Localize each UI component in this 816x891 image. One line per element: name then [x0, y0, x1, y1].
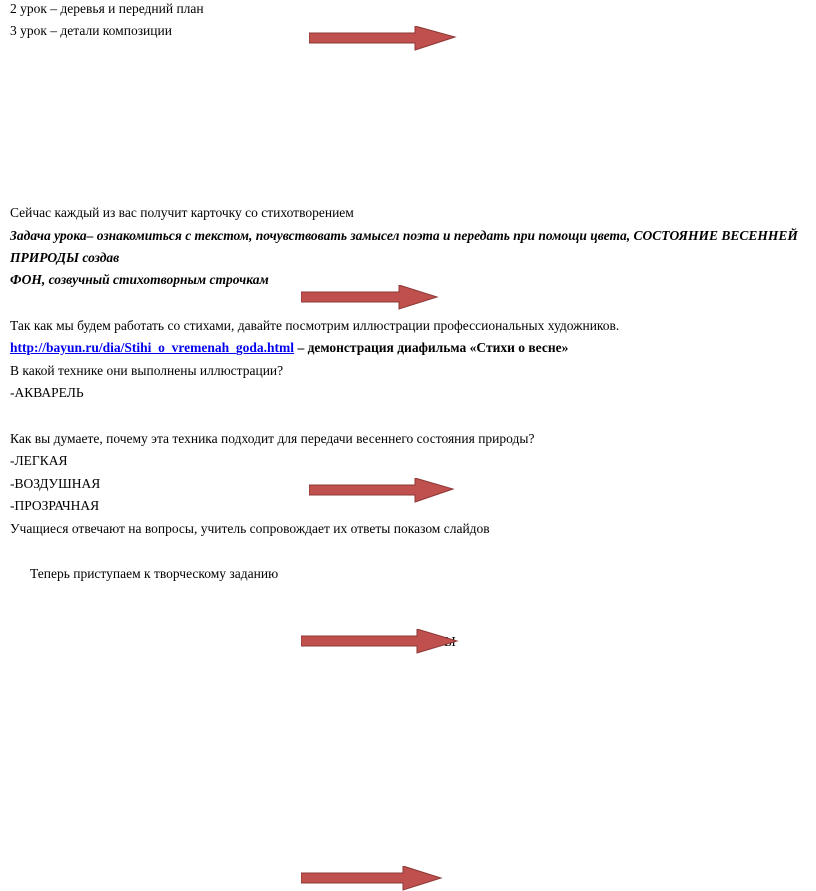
link-line — [10, 340, 568, 356]
lesson-task-line-3: ФОН, созвучный стихотворным строчкам — [10, 272, 269, 287]
right-arrow-icon — [301, 285, 439, 311]
why-question: Как вы думаете, почему эта техника подходит для передачи весеннего состояния природы? — [10, 431, 535, 446]
right-arrow-icon — [309, 26, 457, 52]
creative-task-line: Теперь приступаем к творческому заданию — [30, 566, 279, 581]
illustrations-line: Так как мы будем работать со стихами, давайте посмотрим иллюстрации профессиональных художников. — [10, 318, 620, 333]
answer-airy: -ВОЗДУШНАЯ — [10, 476, 101, 491]
answer-transparent: -ПРОЗРАЧНАЯ — [10, 498, 100, 513]
technique-question: В какой технике они выполнены иллюстрации? — [10, 363, 284, 378]
lesson-3-line: 3 урок – детали композиции — [10, 23, 172, 38]
answer-light: -ЛЕГКАЯ — [10, 453, 68, 468]
lesson-2-line: 2 урок – деревья и передний план — [10, 1, 204, 16]
link-note: – демонстрация диафильма «Стихи о весне» — [294, 340, 569, 355]
answer-watercolor: -АКВАРЕЛЬ — [10, 385, 84, 400]
right-arrow-icon — [301, 866, 443, 891]
lesson-task-line-1: Задача урока– ознакомиться с текстом, почувствовать замысел поэта и передать при помощи цвета, СОСТОЯНИЕ ВЕСЕННЕЙ — [10, 228, 798, 243]
card-line: Сейчас каждый из вас получит карточку со стихотворением — [10, 205, 354, 220]
right-arrow-icon — [301, 629, 459, 655]
students-line: Учащиеся отвечают на вопросы, учитель сопровождает их ответы показом слайдов — [10, 521, 490, 536]
lesson-task-line-2: ПРИРОДЫ создав — [10, 250, 120, 265]
filmstrip-link[interactable]: http://bayun.ru/dia/Stihi_o_vremenah_goda.html — [10, 340, 295, 355]
right-arrow-icon — [309, 478, 455, 504]
